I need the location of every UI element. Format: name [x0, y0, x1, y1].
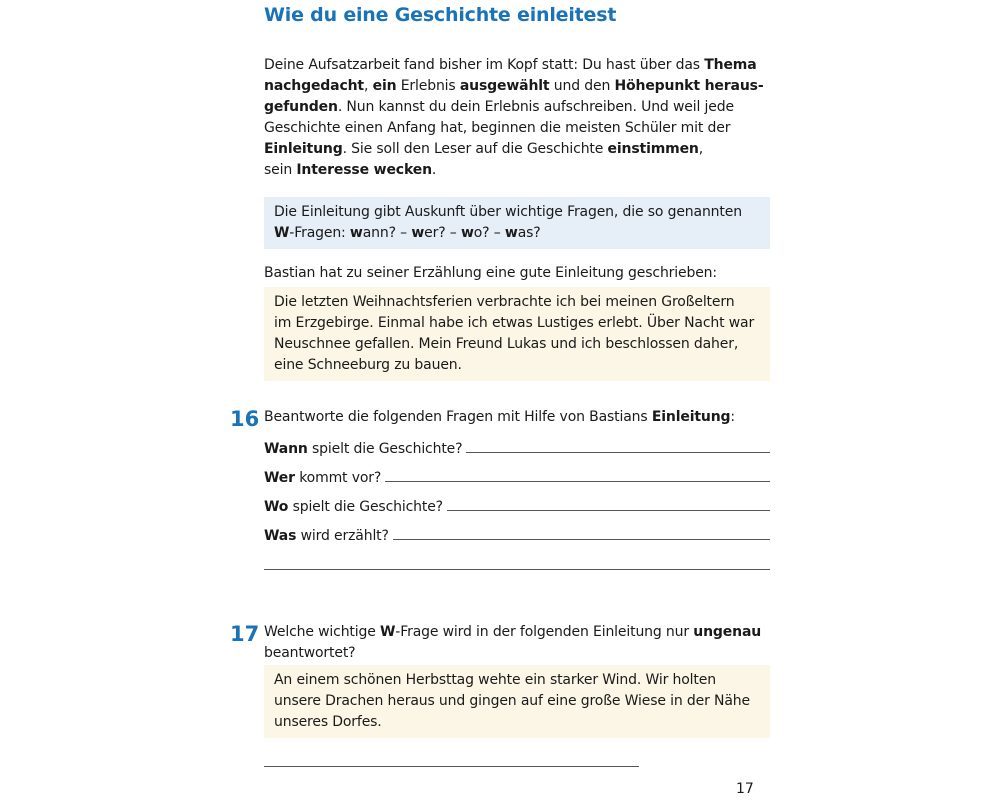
text: , sein: [264, 141, 704, 178]
task-16-number: 16: [230, 407, 260, 431]
text: . Nun kannst du dein Erlebnis aufschreiben. Und weil jede Geschichte einen Anfang hat, beginnen die meisten Schüler mit der: [264, 99, 734, 136]
text: er? –: [424, 225, 461, 241]
bastian-intro-text: Bastian hat zu seiner Erzählung eine gute Einleitung geschrieben:: [264, 265, 717, 281]
bold-text: Interesse wecken: [296, 162, 432, 178]
text: beantwortet?: [264, 645, 356, 661]
answer-line-was[interactable]: [264, 523, 770, 544]
bold-text: einstimmen: [607, 141, 699, 157]
answer-rule: [393, 539, 770, 540]
question-wer: Wer kommt vor?: [264, 470, 382, 486]
task-16-prompt: [264, 407, 776, 428]
task-17-prompt: [264, 622, 776, 664]
page-number: 17: [736, 781, 754, 797]
question-wann: Wann spielt die Geschichte?: [264, 441, 463, 457]
intro-paragraph: [264, 55, 776, 181]
question-wo: Wo spielt die Geschichte?: [264, 499, 443, 515]
text: Deine Aufsatzarbeit fand bisher im Kopf statt: Du hast über das: [264, 57, 705, 73]
task-17-example-box: An einem schönen Herbsttag wehte ein starker Wind. Wir holten unsere Drachen heraus und gingen auf eine große Wiese in der Nähe unseres Dorfes.: [264, 665, 770, 738]
text: Erlebnis: [396, 78, 460, 94]
answer-line-task-17[interactable]: [264, 766, 639, 767]
text: Die Einleitung gibt Auskunft über wichtige Fragen, die so genannten: [274, 204, 742, 220]
text: Welche wichtige: [264, 624, 380, 640]
info-box-w-questions: [264, 197, 770, 249]
bold-text: Thema nachgedacht: [264, 57, 757, 94]
bold-text: ein: [372, 78, 397, 94]
answer-rule: [385, 481, 770, 482]
text: ann? –: [362, 225, 412, 241]
text: ,: [363, 78, 373, 94]
text: und den: [549, 78, 615, 94]
answer-rule: [466, 452, 770, 453]
text: .: [431, 162, 437, 178]
answer-rule: [447, 510, 770, 511]
bold-text: w: [460, 225, 474, 241]
answer-line-wann[interactable]: [264, 436, 770, 457]
text: :: [730, 409, 735, 425]
bold-text: w: [504, 225, 518, 241]
bold-text: W: [380, 624, 396, 640]
text: as?: [517, 225, 541, 241]
text: Beantworte die folgenden Fragen mit Hilfe von Bastians: [264, 409, 652, 425]
text: -Frage wird in der folgenden Einleitung nur: [395, 624, 694, 640]
bold-text: W: [274, 225, 290, 241]
bold-text: w: [349, 225, 363, 241]
task-17-number: 17: [230, 622, 260, 646]
bold-text: Höhepunkt herausgefunden: [264, 78, 764, 115]
bold-text: ausgewählt: [459, 78, 550, 94]
text: o? –: [473, 225, 505, 241]
question-was: Was wird erzählt?: [264, 528, 389, 544]
bold-text: Einleitung: [264, 141, 343, 157]
answer-line-wer[interactable]: [264, 465, 770, 486]
answer-line-wo[interactable]: [264, 494, 770, 515]
text: -Fragen:: [289, 225, 350, 241]
bold-text: w: [411, 225, 425, 241]
bastian-example-box: Die letzten Weihnachtsferien verbrachte ich bei meinen Großeltern im Erzgebirge. Einmal habe ich etwas Lustiges erlebt. Über Nacht war Neuschnee gefallen. Mein Freund Lukas und ich beschlossen daher, eine Schneeburg zu bauen.: [264, 287, 770, 381]
text: . Sie soll den Leser auf die Geschichte: [342, 141, 608, 157]
answer-line-extra[interactable]: [264, 569, 770, 570]
page-title: Wie du eine Geschichte einleitest: [264, 4, 617, 26]
bold-text: ungenau: [693, 624, 762, 640]
bold-text: Einleitung: [651, 409, 731, 425]
